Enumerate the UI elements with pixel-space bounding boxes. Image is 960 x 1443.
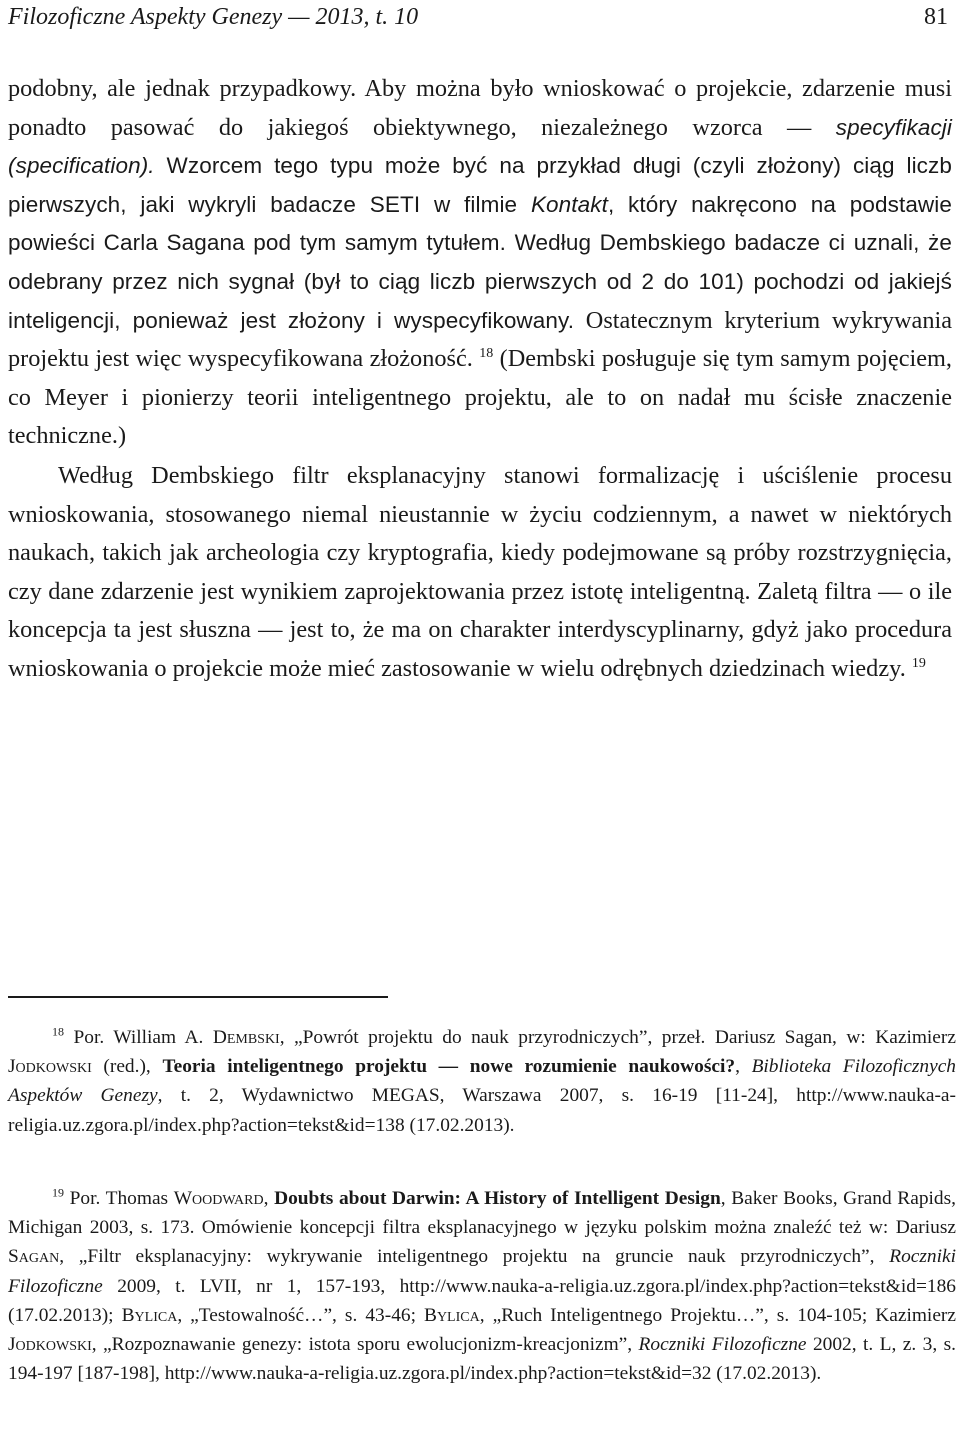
p1-text-f: (Dembski posługuje się tym samym pojęciem, co Meyer i pionierzy teorii inteligentnego projektu, ale to on nadał mu ścisłe znaczenie techniczne.)	[8, 345, 953, 450]
footnote-19-journal: Roczniki Filozoficzne	[8, 1246, 956, 1297]
footnote-19-author: Jodkowski	[8, 1334, 92, 1356]
footnote-19-text: , Baker Books, Grand Rapids, Michigan 2003, s. 173. Omówienie koncepcji filtra eksplanacyjnego w języku polskim można znaleźć też w: Dariusz	[8, 1188, 956, 1239]
p1-text-c: , który nakręcono na podstawie powieści Carla Sagana pod tym samym tytułem.	[8, 191, 952, 256]
footnote-19-text: , „Filtr eksplanacyjny: wykrywanie inteligentnego projektu na gruncie nauk przyrodniczych”,	[59, 1246, 890, 1268]
p2-text-a: Według Dembskiego filtr eksplanacyjny stanowi formalizację i uściślenie procesu wnioskowania, stosowanego niemal nieustannie w życiu codziennym, a nawet w niektórych naukach, takich jak archeologia czy kryptografia, kiedy podejmowane są próby rozstrzygnięcia, czy dane zdarzenie jest wynikiem zaprojektowania przez istotę inteligentną.	[8, 461, 952, 605]
footnote-19-text: , „Rozpoznawanie genezy: istota sporu ewolucjonizm-kreacjonizm”,	[91, 1334, 639, 1356]
p1-text-a: podobny, ale jednak przypadkowy. Aby można było wnioskować o projekcie, zdarzenie musi ponadto pasować do jakiegoś obiektywnego, niezależnego wzorca —	[8, 75, 952, 141]
footnote-ref-18: 18	[479, 346, 494, 362]
paragraph-1	[8, 70, 952, 456]
footnote-19-text: 2009, t. LVII, nr 1, 157-193, http://www.nauka-a-religia.uz.zgora.pl/index.php?action=tekst&id=186 (17.02.2013);	[8, 1275, 956, 1326]
page-number: 81	[924, 4, 948, 30]
footnote-19-author: Bylica	[424, 1304, 480, 1326]
footnote-19-author: Woodward	[173, 1188, 264, 1209]
footnote-19-text: , „Ruch Inteligentnego Projektu…”, s. 104-105; Kazimierz	[479, 1304, 956, 1326]
footnote-18-text: (red.),	[91, 1056, 163, 1078]
footnote-18-author: Dembski	[212, 1027, 280, 1048]
footnote-18	[8, 1023, 956, 1140]
footnote-19	[8, 1184, 956, 1388]
footnote-19-book-title: Doubts about Darwin: A History of Intelligent Design	[274, 1188, 721, 1209]
footnote-18-text: Por. William A.	[64, 1027, 213, 1048]
footnote-18-book-title: Teoria inteligentnego projektu — nowe rozumienie naukowości?	[162, 1056, 736, 1078]
footnote-18-text: , „Powrót projektu do nauk przyrodniczych”, przeł. Dariusz Sagan, w: Kazimierz	[279, 1027, 956, 1048]
p1-text-b: Wzorcem tego typu może być na przykład długi (czyli złożony) ciąg liczb pierwszych, jaki wykryli badacze SETI w filmie	[8, 153, 952, 217]
footnote-18-author: Jodkowski	[8, 1056, 92, 1078]
p1-text-e: Ostatecznym kryterium wykrywania projektu jest więc wyspecyfikowana złożoność.	[8, 306, 952, 373]
paragraph-2	[8, 457, 952, 689]
journal-title: Filozoficzne Aspekty Genezy — 2013, t. 10	[8, 4, 419, 30]
p1-text-d: Według Dembskiego badacze ci uznali, że odebrany przez nich sygnał (był to ciąg liczb pierwszych od 2 do 101) pochodzi od jakiejś inteligencji, ponieważ jest złożony i wyspecyfikowany.	[8, 230, 952, 333]
footnote-18-series: Biblioteka Filozoficznych Aspektów Genezy	[8, 1056, 956, 1107]
p1-film-title: Kontakt	[530, 191, 608, 217]
footnote-18-number: 18	[52, 1024, 64, 1039]
footnote-ref-19: 19	[911, 655, 926, 671]
footnote-19-number: 19	[52, 1185, 64, 1200]
p2-text-b: Zaletą filtra — o ile koncepcja ta jest słuszna — jest to, że ma on charakter interdyscyplinarny, gdyż jako procedura wnioskowania o projekcie może mieć zastosowanie w wielu odrębnych dziedzinach wiedzy.	[8, 577, 952, 682]
footnote-19-journal: Roczniki Filozoficzne	[638, 1334, 807, 1356]
footnote-19-text: ,	[263, 1188, 275, 1209]
main-text	[8, 70, 952, 689]
running-header	[8, 4, 952, 40]
p1-specification: specyfikacji (specification).	[8, 114, 952, 179]
footnote-18-text: , t. 2, Wydawnictwo MEGAS, Warszawa 2007, s. 16-19 [11-24], http://www.nauka-a-religia.uz.zgora.pl/index.php?action=tekst&id=138 (17.02.2013).	[8, 1085, 956, 1136]
footnote-19-text: 2002, t. L, z. 3, s. 194-197 [187-198], http://www.nauka-a-religia.uz.zgora.pl/index.php?action=tekst&id=32 (17.02.2013).	[8, 1334, 956, 1385]
footnote-19-text: Por. Thomas	[64, 1188, 174, 1209]
footnote-separator	[8, 996, 388, 998]
footnote-18-text: ,	[735, 1056, 752, 1078]
footnote-19-author: Bylica	[121, 1304, 178, 1326]
footnote-19-author: Sagan	[8, 1246, 60, 1268]
footnote-19-text: , „Testowalność…”, s. 43-46;	[177, 1304, 425, 1326]
